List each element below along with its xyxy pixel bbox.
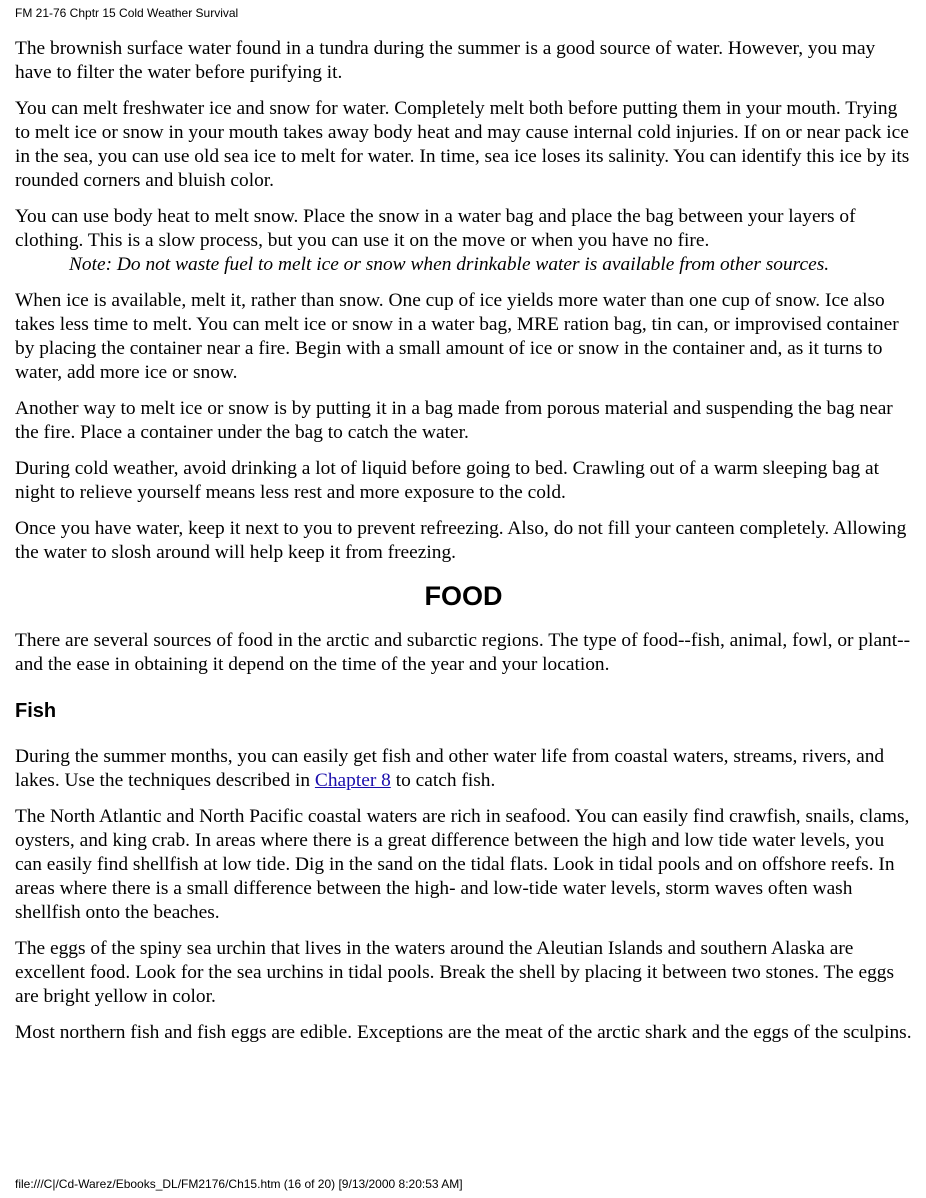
paragraph: When ice is available, melt it, rather than snow. One cup of ice yields more water than one cup of snow. Ice also takes less time to melt. You can melt ice or snow in a water bag, MRE ration bag, tin can, or improvised container by placing the container near a fire. Begin with a small amount of ice or snow in the container and, as it turns to water, add more ice or snow. xyxy=(15,290,899,383)
paragraph: During cold weather, avoid drinking a lot of liquid before going to bed. Crawling out of a warm sleeping bag at night to relieve yourself means less rest and more exposure to the cold. xyxy=(15,458,880,503)
section-title-food: FOOD xyxy=(424,581,503,611)
document-body xyxy=(15,37,912,1057)
paragraph: You can melt freshwater ice and snow for water. Completely melt both before putting them in your mouth. Trying to melt ice or snow in your mouth takes away body heat and may cause internal cold injuries. If on or near pack ice in the sea, you can use old sea ice to melt for water. In time, sea ice loses its salinity. You can identify this ice by its rounded corners and bluish color. xyxy=(15,98,910,191)
page-footer: file:///C|/Cd-Warez/Ebooks_DL/FM2176/Ch15.htm (16 of 20) [9/13/2000 8:20:53 AM] xyxy=(15,1177,463,1191)
page-header: FM 21-76 Chptr 15 Cold Weather Survival xyxy=(15,6,239,20)
paragraph: Most northern fish and fish eggs are edible. Exceptions are the meat of the arctic shark and the eggs of the sculpins. xyxy=(15,1022,912,1043)
paragraph: There are several sources of food in the arctic and subarctic regions. The type of food--fish, animal, fowl, or plant--and the ease in obtaining it depend on the time of the year and your location. xyxy=(15,630,911,675)
paragraph: The brownish surface water found in a tundra during the summer is a good source of water. However, you may have to filter the water before purifying it. xyxy=(15,38,876,83)
paragraph: Another way to melt ice or snow is by putting it in a bag made from porous material and suspending the bag near the fire. Place a container under the bag to catch the water. xyxy=(15,398,893,443)
note: Note: Do not waste fuel to melt ice or snow when drinkable water is available from other sources. xyxy=(69,254,830,275)
paragraph: Once you have water, keep it next to you to prevent refreezing. Also, do not fill your canteen completely. Allowing the water to slosh around will help keep it from freezing. xyxy=(15,518,907,563)
subsection-title-fish: Fish xyxy=(15,700,57,722)
paragraph: The North Atlantic and North Pacific coastal waters are rich in seafood. You can easily find crawfish, snails, clams, oysters, and king crab. In areas where there is a great difference between the high and low tide water levels, you can easily find shellfish at low tide. Dig in the sand on the tidal flats. Look in tidal pools and on offshore reefs. In areas where there is a small difference between the high- and low-tide water levels, storm waves often wash shellfish onto the beaches. xyxy=(15,806,910,923)
paragraph-text: to catch fish. xyxy=(390,770,496,791)
paragraph-text: During the summer months, you can easily get fish and other water life from coastal waters, streams, rivers, and lakes. Use the techniques described in xyxy=(15,746,885,791)
chapter-8-link[interactable]: Chapter 8 xyxy=(314,770,391,791)
paragraph xyxy=(15,745,912,793)
paragraph: The eggs of the spiny sea urchin that lives in the waters around the Aleutian Islands and southern Alaska are excellent food. Look for the sea urchins in tidal pools. Break the shell by placing it between two stones. The eggs are bright yellow in color. xyxy=(15,938,895,1007)
paragraph: You can use body heat to melt snow. Place the snow in a water bag and place the bag between your layers of clothing. This is a slow process, but you can use it on the move or when you have no fire. xyxy=(15,206,856,251)
